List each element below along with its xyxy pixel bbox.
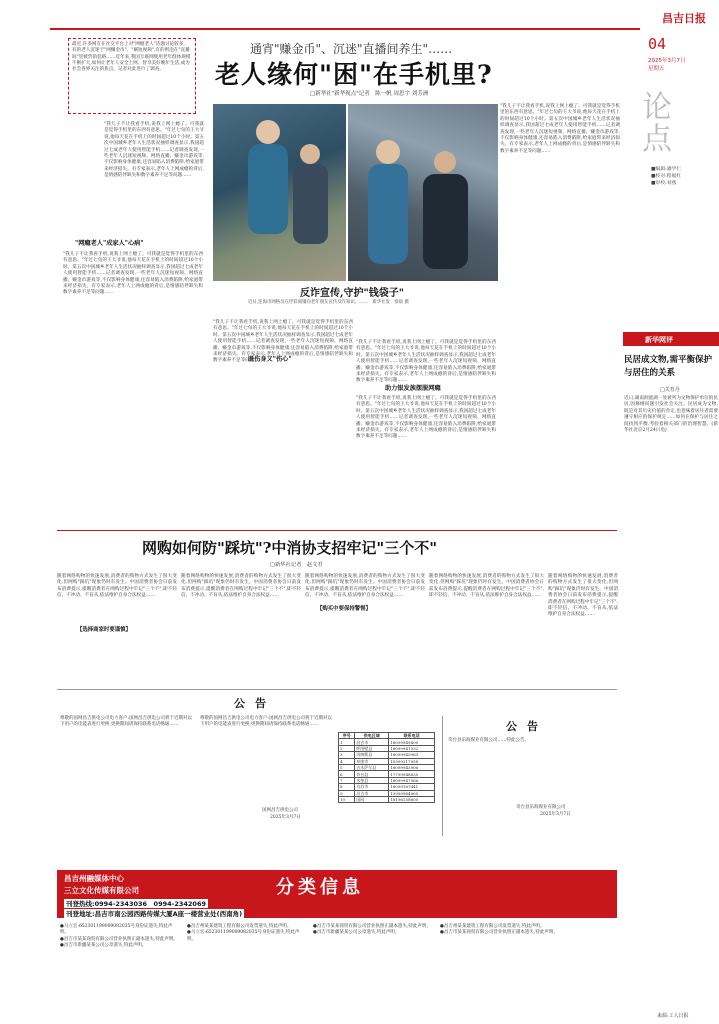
table-cell: 10 [339,796,355,802]
notice1-org: 国网昌吉供电公司 [262,808,298,813]
table-cell: 18099949800 [389,739,435,745]
table-cell: 国网 [355,796,389,802]
proofreader: ■校对:程福红 [651,174,682,179]
table-cell: 6 [339,771,355,777]
table-cell: 8 [339,784,355,790]
weekday: 星期五 [648,66,665,72]
notice-contact-table [338,732,435,803]
table-cell: 3 [339,752,355,758]
table-cell: 9 [339,790,355,796]
classified-item: ●马立宏:652301199009082035号身份证遗失,特此声明。 [60,924,173,936]
masthead-logo: 昌吉日报 [662,12,706,25]
article1-col3b: "我儿子不让我看手机,说我上网上瘾了。可我就是觉得手机里的东西有意思。"年过七旬的王大爷说,他每天花在手机上的时间超过10个小时。第五次中国城乡老年人生活状况抽样调查显示,我国超过七成老年人使用智能手机……记者调查发现,一些老年人沉迷短视频、网络直播、赚金币游戏等,不仅影响身体健康,还容易陷入消费陷阱,给家庭带来经济损失。有专家表示,老年人上网成瘾的背后,是情感陪伴缺失和数字素养不足等问题…… [356,396,496,440]
photo-caption-title: 反诈宣传,守护"钱袋子" [300,288,404,299]
figure-elder [423,174,468,269]
classified-item: ●马立宏:652301199009082035号身份证遗失,特此声明。 [187,930,300,942]
subhead-3: 助力银发族摆脱网瘾 [385,385,441,392]
table-header: 序号 [339,733,355,739]
table-header: 供电区域 [355,733,389,739]
source-note: 来源:工人日报 [657,1013,689,1019]
classified-company-2: 三立文化传媒有限公司 [64,886,139,895]
article1-col4: "我儿子不让我看手机,说我上网上瘾了。可我就是觉得手机里的东西有意思。"年过七旬的王大爷说,他每天花在手机上的时间超过10个小时。第五次中国城乡老年人生活状况抽样调查显示,我国超过七成老年人使用智能手机……记者调查发现,一些老年人沉迷短视频、网络直播、赚金币游戏等,不仅影响身体健康,还容易陷入消费陷阱,给家庭带来经济损失。有专家表示,老年人上网成瘾的背后,是情感陪伴缺失和数字素养不足等问题…… [500,104,620,154]
classified-col4 [440,924,560,1019]
notice-divider [57,689,617,690]
table-cell: 奇台县 [355,771,389,777]
notice1-date: 2025年3月7日 [270,815,301,820]
classified-col2 [187,924,307,1019]
table-cell: 吉木萨尔县 [355,764,389,770]
classified-item: ●昌吉市某某商贸有限公司营业执照正副本遗失,特此声明。 [60,936,178,942]
classified-item: ●昌吉州某某建筑工程有限公司发票遗失,特此声明。 [440,924,545,929]
classified-item: ●昌吉市某某商贸有限公司营业执照正副本遗失,特此声明。 [440,930,558,936]
page-number: 04 [648,35,667,53]
table-cell: 5 [339,764,355,770]
sidebar-body: 近日,湖南洞庭湖一处被列为文物保护单位的民居,因修缮问题引发社会关注。民居成为文物,既是对其历史价值的肯定,也意味着居住者需要遵守相应的保护规定……如何在保护与居住之间找到平衡,考验着相关部门的治理智慧。(新华社北京2月24日电) [624,396,718,434]
notice1-col2: 尊敬的国网昌吉供电公司电力客户:国网昌吉供电公司将于近期对以下用户的电能表进行更换,更换期间请保持联系电话畅通…… [200,716,333,728]
table-cell: 18099941932 [389,745,435,751]
article1-headline: 老人缘何"困"在手机里? [215,60,493,89]
table-cell: 13999964065 [389,790,435,796]
article2-col1: 随着网络购物的快速发展,消费者的购物方式发生了很大变化,但网购"踩坑"现象仍时有发生。中国消费者协会日前发布消费提示,提醒消费者在网购过程中牢记"三个不",即不轻信、不冲动、不盲从,依法维护自身合法权益…… [57,574,177,599]
notice2-title: 公告 [506,720,548,733]
article1-kicker: 通宵"赚金币"、沉迷"直播间养生"…… [250,42,453,56]
figure-head [256,120,280,144]
figure-elder-head [300,144,320,164]
article1-col1-top: "我儿子不让我看手机,说我上网上瘾了。可我就是觉得手机里的东西有意思。"年过七旬的王大爷说,他每天花在手机上的时间超过10个小时。第五次中国城乡老年人生活状况抽样调查显示,我国超过七成老年人使用智能手机……记者调查发现,一些老年人沉迷短视频、网络直播、赚金币游戏等,不仅影响身体健康,还容易陷入消费陷阱,给家庭带来经济损失。有专家表示,老年人上网成瘾的背后,是情感陪伴缺失和数字素养不足等问题…… [104,122,204,179]
classified-address: 刊登地址:昌吉市南公园西路传媒大厦A座一楼营业处(西南角) [66,910,243,918]
classified-col1 [60,924,180,1019]
table-cell: 昌吉市 [355,739,389,745]
notice2-body: 奇台县乐海煤业有限公司……特此公告。 [448,738,529,743]
article1-col2: "我儿子不让我看手机,说我上网上瘾了。可我就是觉得手机里的东西有意思。"年过七旬的王大爷说,他每天花在手机上的时间超过10个小时。第五次中国城乡老年人生活状况抽样调查显示,我国超过七成老年人使用智能手机……记者调查发现,一些老年人沉迷短视频、网络直播、赚金币游戏等,不仅影响身体健康,还容易陷入消费陷阱,给家庭带来经济损失。有专家表示,老年人上网成瘾的背后,是情感陪伴缺失和数字素养不足等问题…… [213,320,353,364]
article2-byline: □新华社记者 赵文君 [270,562,323,568]
article2-col2: 随着网络购物的快速发展,消费者的购物方式发生了很大变化,但网购"踩坑"现象仍时有发生。中国消费者协会日前发布消费提示,提醒消费者在网购过程中牢记"三个不",即不轻信、不冲动、不盲从,依法维护自身合法权益…… [181,574,301,599]
article1-byline: □新华社"新华视点"记者 陈一帆 周思宇 刘芳洲 [310,91,429,97]
figure-elder [293,164,328,244]
photo-caption: 近日,连海市网格员在浮彩商铺向老年朋友宣传反诈知识。…… 新华社发 徐晨 摄 [248,300,409,305]
subhead-1: "网瘾老人"成家人"心病" [75,240,144,247]
table-header: 联系电话 [389,733,435,739]
table-cell: 阜康市 [355,758,389,764]
classified-item: ●昌吉州某某建筑工程有限公司发票遗失,特此声明。 [187,924,292,929]
article2-col5: 随着网络购物的快速发展,消费者的购物方式发生了很大变化,但网购"踩坑"现象仍时有发生。中国消费者协会日前发布消费提示,提醒消费者在网购过程中牢记"三个不",即不轻信、不冲动、不盲从,依法维护自身合法权益…… [548,574,619,618]
photo-right [348,104,498,281]
sidebar-author: □关育丹 [660,387,680,393]
editor: ■编辑:潘学仁 [651,167,682,172]
notice-vdivider [442,716,443,836]
sidebar-title: 民居成文物,需平衡保护与居住的关系 [624,355,712,378]
table-row [339,796,435,802]
table-cell: 15999317958 [389,758,435,764]
table-cell: 4 [339,758,355,764]
classified-company-1: 昌吉州融媒体中心 [64,874,124,883]
masthead-rule [50,28,640,30]
notice1-title: 公告 [234,697,276,710]
classified-title: 分类信息 [276,877,364,898]
section-divider [57,530,617,531]
notice2-date: 2025年3月7日 [540,812,571,817]
photo-left-figures [213,104,346,281]
article2-col4: 随着网络购物的快速发展,消费者的购物方式发生了很大变化,但网购"踩坑"现象仍时有发生。中国消费者协会日前发布消费提示,提醒消费者在网购过程中牢记"三个不",即不轻信、不冲动、不盲从,依法维护自身合法权益…… [429,574,544,599]
figure-elder-head [434,151,456,173]
table-cell: 玛纳斯县 [355,752,389,758]
notice2-org: 奇台县乐海煤业有限公司 [516,805,566,810]
table-cell: 17799948835 [389,771,435,777]
table-cell: 18099945963 [389,752,435,758]
sidebar-banner-label: 新华网评 [645,336,673,344]
article2-subhead-2: 【购买中要保持警惕】 [317,606,371,612]
table-cell: 乌苏市 [355,784,389,790]
classified-item: ●昌吉市新疆某某公司公章遗失,特此声明。 [60,942,147,948]
table-body [339,739,435,803]
figure-volunteer [248,144,288,234]
article2-headline: 网购如何防"踩坑"?中消协支招牢记"三个不" [142,539,438,557]
article2-col3: 随着网络购物的快速发展,消费者的购物方式发生了很大变化,但网购"踩坑"现象仍时有发生。中国消费者协会日前发布消费提示,提醒消费者在网购过程中牢记"三个不",即不轻信、不冲动、不盲从,依法维护自身合法权益…… [305,574,425,599]
table-cell: 18099943906 [389,764,435,770]
classified-item: ●昌吉市某某商贸有限公司营业执照正副本遗失,特此声明。 [313,924,431,929]
sidebar-banner [623,332,719,346]
article2-subhead-1: 【选择商家时要谨慎】 [77,627,131,633]
figure-head [376,140,400,164]
photo-right-figures [348,104,498,281]
table-cell: 昌吉市 [355,790,389,796]
editors-list [651,166,681,187]
lead-quote-box: 最近,许多网友在社交平台上对"网瘾老人"话题讨论较多。有的老人沉迷于"网赚金币"、"刷短视频",有的则泡在"直播间"里被营销套路……近年来,我国互联网使用老年群体规模不断扩大,如何让老年人安全上网、智享美好晚年生活,成为社会各界关注的焦点。记者对此进行了调查。 [68,38,196,114]
issue-date: 2025年3月7日 [648,58,686,64]
reviewer: ■审校:刘燕 [651,181,677,186]
table-cell: 7 [339,777,355,783]
table-cell: 2 [339,745,355,751]
subhead-2: 既伤身又"伤心" [248,356,292,363]
table-cell: 呼图壁县 [355,745,389,751]
table-cell: 木垒县 [355,777,389,783]
article1-col1: "我儿子不让我看手机,说我上网上瘾了。可我就是觉得手机里的东西有意思。"年过七旬的王大爷说,他每天花在手机上的时间超过10个小时。第五次中国城乡老年人生活状况抽样调查显示,我国超过七成老年人使用智能手机……记者调查发现,一些老年人沉迷短视频、网络直播、赚金币游戏等,不仅影响身体健康,还容易陷入消费陷阱,给家庭带来经济损失。有专家表示,老年人上网成瘾的背后,是情感陪伴缺失和数字素养不足等问题…… [63,252,203,296]
classified-hotline: 刊登热线:0994-2343036 0994-2342069 [66,900,206,908]
table-cell: 1 [339,739,355,745]
table-cell: 18099947566 [389,777,435,783]
classified-item: ●昌吉市新疆某某公司公章遗失,特此声明。 [313,930,400,936]
section-label: 论点 [642,90,672,157]
notice1-col1: 尊敬的国网昌吉供电公司电力客户:国网昌吉供电公司将于近期对以下用户的电能表进行更换,更换期间请保持联系电话畅通…… [60,716,193,728]
table-cell: 18196158600 [389,796,435,802]
figure-volunteer [368,164,408,264]
table-cell: 18099167441 [389,784,435,790]
photo-left [213,104,346,281]
classified-col3 [313,924,433,1019]
article1-col3a: "我儿子不让我看手机,说我上网上瘾了。可我就是觉得手机里的东西有意思。"年过七旬的王大爷说,他每天花在手机上的时间超过10个小时。第五次中国城乡老年人生活状况抽样调查显示,我国超过七成老年人使用智能手机……记者调查发现,一些老年人沉迷短视频、网络直播、赚金币游戏等,不仅影响身体健康,还容易陷入消费陷阱,给家庭带来经济损失。有专家表示,老年人上网成瘾的背后,是情感陪伴缺失和数字素养不足等问题…… [356,340,496,384]
